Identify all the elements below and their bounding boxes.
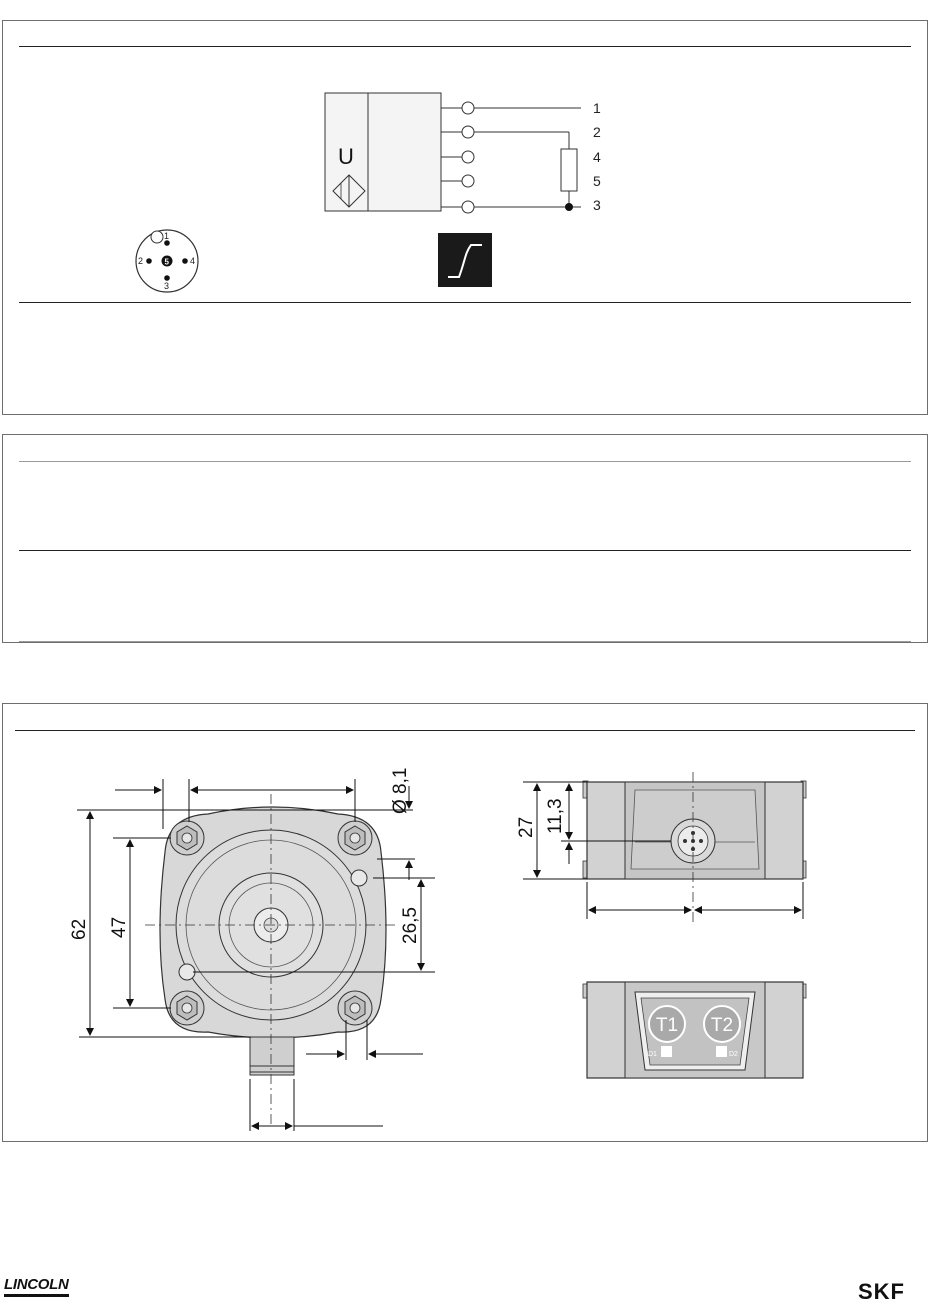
wiring-diagram <box>3 21 929 416</box>
pin-label-3: 3 <box>164 281 170 291</box>
wiring-panel <box>2 20 928 415</box>
dim-height-total: 62 <box>69 918 90 940</box>
sensor-side-view <box>583 772 806 924</box>
dim-hole-diameter: Ø 8,1 <box>390 767 411 814</box>
terminal-label-3: 3 <box>593 197 601 213</box>
specs-bottom-rule <box>19 641 911 642</box>
load-resistor <box>561 149 577 191</box>
switching-symbol-icon <box>438 233 492 287</box>
terminal-label-1: 1 <box>593 100 601 116</box>
dim-offset: 26,5 <box>400 907 421 944</box>
d1-label: D1 <box>648 1051 657 1058</box>
dimension-drawing <box>3 704 929 1143</box>
t2-label: T2 <box>710 1015 734 1036</box>
pin-label-4: 4 <box>190 256 196 266</box>
junction-dot <box>565 203 573 211</box>
terminal-lines <box>441 102 581 213</box>
t1-label: T1 <box>655 1015 679 1036</box>
dim-connector-height: 11,3 <box>545 798 566 834</box>
dimensions-panel <box>2 703 928 1142</box>
pin-label-5: 5 <box>164 257 169 267</box>
sensor-top-view <box>145 794 398 1124</box>
specs-panel <box>2 434 928 643</box>
terminal-label-5: 5 <box>593 173 601 189</box>
d1-led <box>661 1046 672 1057</box>
pin-label-2: 2 <box>138 256 144 266</box>
dim-hole-spacing: 47 <box>109 916 130 938</box>
pin-label-1: 1 <box>164 231 170 241</box>
terminal-label-4: 4 <box>593 149 601 165</box>
specs-mid-rule <box>19 550 911 551</box>
d2-led <box>716 1046 727 1057</box>
specs-top-rule <box>19 461 911 462</box>
dim-side-height: 27 <box>516 816 537 838</box>
sensor-letter: U <box>338 144 354 169</box>
d2-label: D2 <box>729 1051 738 1058</box>
sensor-front-view <box>583 982 806 1078</box>
lincoln-logo: LINCOLN <box>4 1276 69 1297</box>
terminal-label-2: 2 <box>593 124 601 140</box>
skf-logo: SKF <box>858 1279 905 1304</box>
